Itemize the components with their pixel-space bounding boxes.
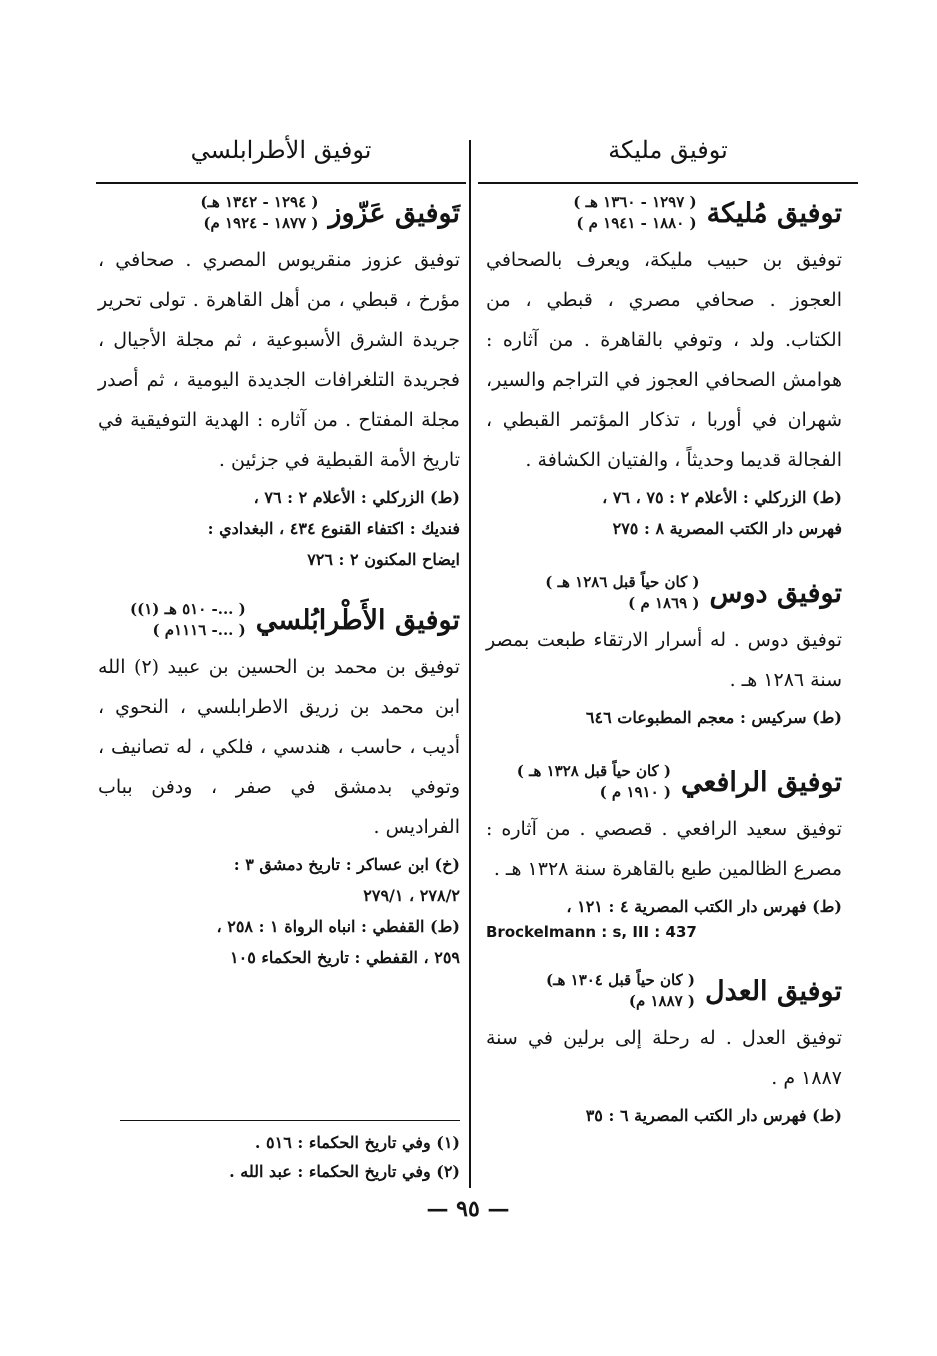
footnote-rule xyxy=(120,1120,460,1121)
entry-head xyxy=(486,192,842,234)
entry-tawfiq-al-adl xyxy=(486,970,842,1129)
entry-dates xyxy=(130,599,246,641)
entry-source: (ط) فهرس دار الكتب المصرية ٦ : ٣٥ xyxy=(585,1106,842,1125)
gregorian-date: ( ١٨٨٠ - ١٩٤١ م ) xyxy=(576,214,697,232)
entry-dates xyxy=(517,761,671,803)
entry-source: (ط) سركيس : معجم المطبوعات ٦٤٦ xyxy=(585,708,842,727)
column-divider xyxy=(469,140,471,1188)
footnote: (٢) وفي تاريخ الحكماء : عبد الله . xyxy=(229,1162,460,1181)
entry-head xyxy=(486,761,842,803)
entry-name: توفيق الأَطْرابُلسي xyxy=(255,604,460,636)
entry-tawfiq-mulayka xyxy=(486,192,842,542)
header-rule-right xyxy=(478,182,858,184)
hijri-date: ( ١٢٩٤ - ١٣٤٢ هـ) xyxy=(200,193,319,211)
entry-name: توفيق دوس xyxy=(709,577,842,609)
footnote: (١) وفي تاريخ الحكماء : ٥١٦ . xyxy=(254,1133,460,1152)
running-header-left: توفيق الأطرابلسي xyxy=(190,136,372,164)
entry-body: توفيق سعيد الرافعي . قصصي . من آثاره : مصرع الظالمين طبع بالقاهرة سنة ١٣٢٨ هـ . xyxy=(486,818,842,880)
entry-tawfiq-azzuz xyxy=(98,192,460,573)
entry-dates xyxy=(573,192,696,234)
running-header-right: توفيق مليكة xyxy=(608,136,728,164)
entry-name: توفيق الرافعي xyxy=(681,766,842,798)
entry-body: توفيق بن محمد بن الحسين بن عبيد (٢) الله ابن محمد بن زريق الاطرابلسي ، النحوي ، أديب ، حاسب ، هندسي ، فلكي ، له تصانيف ، وتوفي بدمشق في صفر ، ودفن بباب الفراديس . xyxy=(98,656,461,838)
entry-source: (خ) ابن عساكر : تاريخ دمشق ٣ : xyxy=(233,855,460,874)
entry-head xyxy=(98,599,460,641)
entry-dates xyxy=(546,970,695,1012)
entry-dates xyxy=(545,572,699,614)
entry-body: توفيق دوس . له أسرار الارتقاء طبعت بمصر سنة ١٢٨٦ هـ . xyxy=(486,629,842,691)
entry-source: (ط) الزركلي : الأعلام ٢ : ٧٦ ، xyxy=(253,488,460,507)
entry-head xyxy=(486,572,842,614)
hijri-date: ( كان حياً قبل ١٣٠٤ هـ) xyxy=(546,971,696,989)
entry-name: تَوفيق عَزّوز xyxy=(328,197,460,229)
right-column xyxy=(486,192,842,1147)
entry-tawfiq-al-rafii xyxy=(486,761,842,944)
gregorian-date: ( ...- ١١١٦م ) xyxy=(152,621,246,639)
entry-dates xyxy=(200,192,318,234)
entry-source: فنديك : اكتفاء القنوع ٤٣٤ ، البغدادي : xyxy=(207,519,460,538)
entry-source: (ط) فهرس دار الكتب المصرية ٤ : ١٢١ ، xyxy=(566,897,842,916)
gregorian-date: ( ١٨٦٩ م ) xyxy=(628,594,700,612)
gregorian-date: ( ١٨٨٧ م) xyxy=(628,992,696,1010)
hijri-date: ( ...- ٥١٠ هـ (١)) xyxy=(129,600,246,618)
entry-source: (ط) الزركلي : الأعلام ٢ : ٧٥ ، ٧٦ ، xyxy=(602,488,842,507)
hijri-date: ( كان حياً قبل ١٣٢٨ هـ ) xyxy=(516,762,671,780)
entry-source-latin: Brockelmann : s, III : 437 xyxy=(486,923,697,941)
left-column xyxy=(98,192,460,989)
entry-source: فهرس دار الكتب المصرية ٨ : ٢٧٥ xyxy=(612,519,842,538)
page-number: — ٩٥ — xyxy=(426,1196,510,1222)
entry-source: ٢٧٨/٢ ، ٢٧٩/١ xyxy=(363,886,460,905)
entry-head xyxy=(486,970,842,1012)
footnotes xyxy=(98,1128,460,1186)
entry-tawfiq-dus xyxy=(486,572,842,731)
entry-source: ٢٥٩ ، القفطي : تاريخ الحكماء ١٠٥ xyxy=(230,948,460,967)
gregorian-date: ( ١٨٧٧ - ١٩٢٤ م) xyxy=(203,214,319,232)
entry-name: توفيق العدل xyxy=(705,975,842,1007)
entry-head xyxy=(98,192,460,234)
entry-source: (ط) القفطي : انباه الرواة ١ : ٢٥٨ ، xyxy=(216,917,460,936)
hijri-date: ( ١٢٩٧ - ١٣٦٠ هـ ) xyxy=(573,193,697,211)
entry-name: توفيق مُليكة xyxy=(706,197,842,229)
gregorian-date: ( ١٩١٠ م ) xyxy=(599,783,671,801)
entry-body: توفيق عزوز منقريوس المصري . صحافي ، مؤرخ ، قبطي ، من أهل القاهرة . تولى تحرير جريدة الشرق الأسبوعية ، ثم مجلة الأجيال ، فجريدة التلغرافات الجديدة اليومية ، ثم أصدر مجلة المفتاح . من آثاره : الهدية التوفيقية في تاريخ الأمة القبطية في جزئين . xyxy=(98,249,460,471)
entry-body: توفيق العدل . له رحلة إلى برلين في سنة ١٨٨٧ م . xyxy=(486,1027,842,1089)
entry-body: توفيق بن حبيب مليكة، ويعرف بالصحافي العجوز . صحافي مصري ، قبطي ، من الكتاب. ولد ، وتوفي بالقاهرة . من آثاره : هوامش الصحافي العجوز في التراجم والسير، شهران في أوربا ، تذكار المؤتمر القبطي ، الفجالة قديما وحديثاً ، والفتيان الكشافة . xyxy=(486,249,842,471)
header-rule-left xyxy=(96,182,466,184)
hijri-date: ( كان حياً قبل ١٢٨٦ هـ ) xyxy=(545,573,700,591)
entry-tawfiq-al-atrabulusi xyxy=(98,599,460,971)
entry-source: ايضاح المكنون ٢ : ٧٢٦ xyxy=(307,550,460,569)
